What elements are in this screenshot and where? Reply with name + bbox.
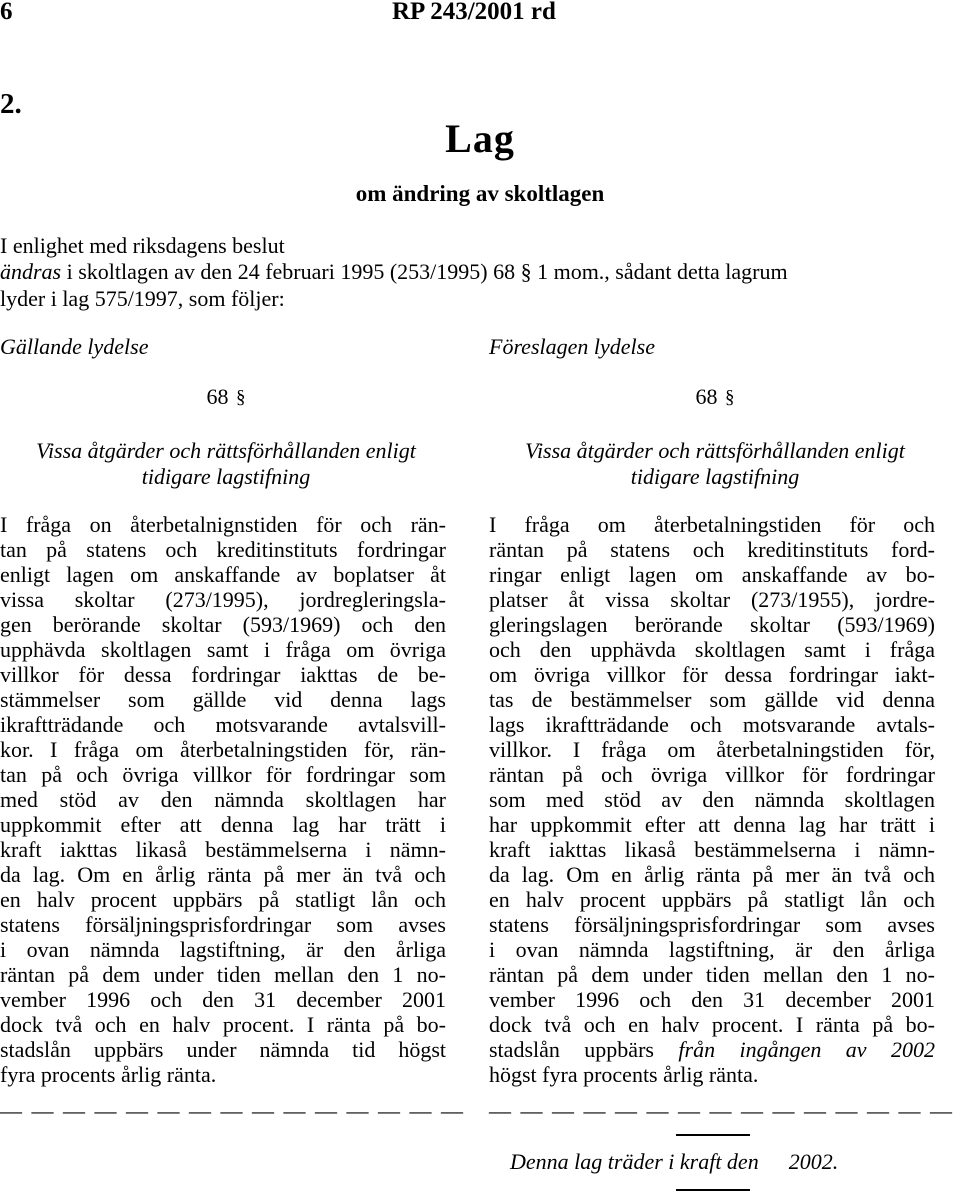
right-body-line: och den upphävda skoltlagen samt i fråga [489, 637, 935, 662]
right-line-22-emphasis: från ingången av 2002 [678, 1037, 935, 1062]
document-id: RP 243/2001 rd [392, 0, 556, 25]
right-body-line: lags ikraftträdande och motsvarande avtals- [489, 712, 935, 737]
right-body-line: da lag. Om en årlig ränta på mer än två och [489, 862, 935, 887]
left-body-line: tan på statens och kreditinstituts fordringar [0, 537, 446, 562]
right-body-line-23 [489, 1062, 935, 1087]
right-section-sign: § [725, 387, 735, 408]
left-body-line: statens försäljningsprisfordringar som avses [0, 912, 446, 937]
right-body-line: räntan på och övriga villkor för fordringar [489, 762, 935, 787]
left-body-line: stadslån uppbärs under nämnda tid högst [0, 1037, 446, 1062]
left-body-line: fyra procents årlig ränta. [0, 1062, 217, 1087]
left-body-line: i ovan nämnda lagstiftning, är den årliga [0, 937, 446, 962]
left-body-line: kraft iakttas likaså bestämmelserna i nämn- [0, 837, 446, 862]
left-body-line: enligt lagen om anskaffande av boplatser åt [0, 562, 446, 587]
right-body-line: I fråga om återbetalningstiden för och [489, 512, 935, 537]
left-body-line: tan på och övriga villkor för fordringar som [0, 762, 446, 787]
page-number: 6 [0, 0, 13, 25]
intro-line-1: I enlighet med riksdagens beslut [0, 233, 285, 258]
right-body-line: gleringslagen berörande skoltar (593/1969) [489, 612, 935, 637]
left-body-line: kor. I fråga om återbetalningstiden för, rän- [0, 737, 446, 762]
law-title: Lag [445, 116, 515, 161]
left-body-line: med stöd av den nämnda skoltlagen har [0, 787, 446, 812]
right-column-heading: Föreslagen lydelse [489, 334, 655, 359]
left-column-heading: Gällande lydelse [0, 334, 149, 359]
right-body-line: räntan på dem under tiden mellan den 1 no- [489, 962, 935, 987]
right-body-line: räntan på statens och kreditinstituts ford- [489, 537, 935, 562]
entry-rule-bottom [676, 1189, 750, 1191]
left-body-text [0, 512, 446, 1087]
left-body-line: villkor för dessa fordringar iakttas de be- [0, 662, 446, 687]
entry-year: 2002. [788, 1149, 839, 1174]
left-body-line: stämmelser som gällde vid denna lags [0, 687, 446, 712]
right-body-line: dock två och en halv procent. I ränta på bo- [489, 1012, 935, 1037]
right-line-22-start: stadslån uppbärs [489, 1037, 679, 1062]
right-body-line: villkor. I fråga om återbetalningstiden för, [489, 737, 935, 762]
left-body-line: vissa skoltar (273/1995), jordregleringsla- [0, 587, 446, 612]
right-body-line: om övriga villkor för dessa fordringar iakt- [489, 662, 935, 687]
entry-into-force-text: Denna lag träder i kraft den [510, 1149, 759, 1174]
right-body-line: ringar enligt lagen om anskaffande av bo- [489, 562, 935, 587]
left-body-line: upphävda skoltlagen samt i fråga om övriga [0, 637, 446, 662]
left-body-line: da lag. Om en årlig ränta på mer än två och [0, 862, 446, 887]
right-body-line: kraft iakttas likaså bestämmelserna i nämn- [489, 837, 935, 862]
right-body-line: statens försäljningsprisfordringar som avses [489, 912, 935, 937]
left-section-heading [0, 384, 452, 410]
right-body-line: en halv procent uppbärs på statligt lån och [489, 887, 935, 912]
right-body-line: i ovan nämnda lagstiftning, är den årliga [489, 937, 935, 962]
intro-line-3: lyder i lag 575/1997, som följer: [0, 286, 285, 311]
intro-emphasis: ändras [0, 259, 62, 284]
left-body-line: räntan på dem under tiden mellan den 1 no- [0, 962, 446, 987]
right-body-line: har uppkommit efter att denna lag har trätt i [489, 812, 935, 837]
right-body-line: vember 1996 och den 31 december 2001 [489, 987, 935, 1012]
right-omission-dashes: — — — — — — — — — — — — — — — [489, 1098, 954, 1123]
left-section-subtitle [0, 438, 452, 490]
intro-line-2 [0, 259, 788, 285]
left-subtitle-line-2: tidigare lagstifning [141, 464, 311, 489]
left-omission-dashes: — — — — — — — — — — — — — — — [0, 1098, 465, 1123]
right-body-line: platser åt vissa skoltar (273/1955), jordre- [489, 587, 935, 612]
right-subtitle-line-1: Vissa åtgärder och rättsförhållanden enligt [525, 438, 905, 463]
left-subtitle-line-1: Vissa åtgärder och rättsförhållanden enligt [36, 438, 416, 463]
left-body-line: dock två och en halv procent. I ränta på bo- [0, 1012, 446, 1037]
right-body-line-22 [489, 1037, 935, 1062]
right-body-line: som med stöd av den nämnda skoltlagen [489, 787, 935, 812]
left-body-line: vember 1996 och den 31 december 2001 [0, 987, 446, 1012]
right-section-subtitle [489, 438, 941, 490]
entry-rule-top [676, 1134, 750, 1136]
left-body-line: I fråga on återbetalnignstiden för och rän- [0, 512, 446, 537]
right-section-heading [489, 384, 941, 410]
right-body-line: tas de bestämmelser som gällde vid denna [489, 687, 935, 712]
left-body-line: uppkommit efter att denna lag har trätt i [0, 812, 446, 837]
section-number: 2. [0, 88, 22, 120]
right-subtitle-line-2: tidigare lagstifning [630, 464, 800, 489]
left-section-sign: § [236, 387, 246, 408]
left-body-line: ikraftträdande och motsvarande avtalsvill- [0, 712, 446, 737]
left-section-number: 68 [206, 384, 229, 409]
intro-line-2-rest: i skoltlagen av den 24 februari 1995 (253/1995) 68 § 1 mom., sådant detta lagrum [61, 259, 788, 284]
right-line-23: högst fyra procents årlig ränta. [489, 1062, 759, 1087]
left-body-line: gen berörande skoltar (593/1969) och den [0, 612, 446, 637]
right-body-line-22-text [489, 1037, 935, 1062]
right-body-text [489, 512, 935, 1037]
left-body-line: en halv procent uppbärs på statligt lån och [0, 887, 446, 912]
entry-into-force [510, 1149, 838, 1175]
right-section-number: 68 [695, 384, 718, 409]
law-subtitle: om ändring av skoltlagen [355, 181, 605, 206]
